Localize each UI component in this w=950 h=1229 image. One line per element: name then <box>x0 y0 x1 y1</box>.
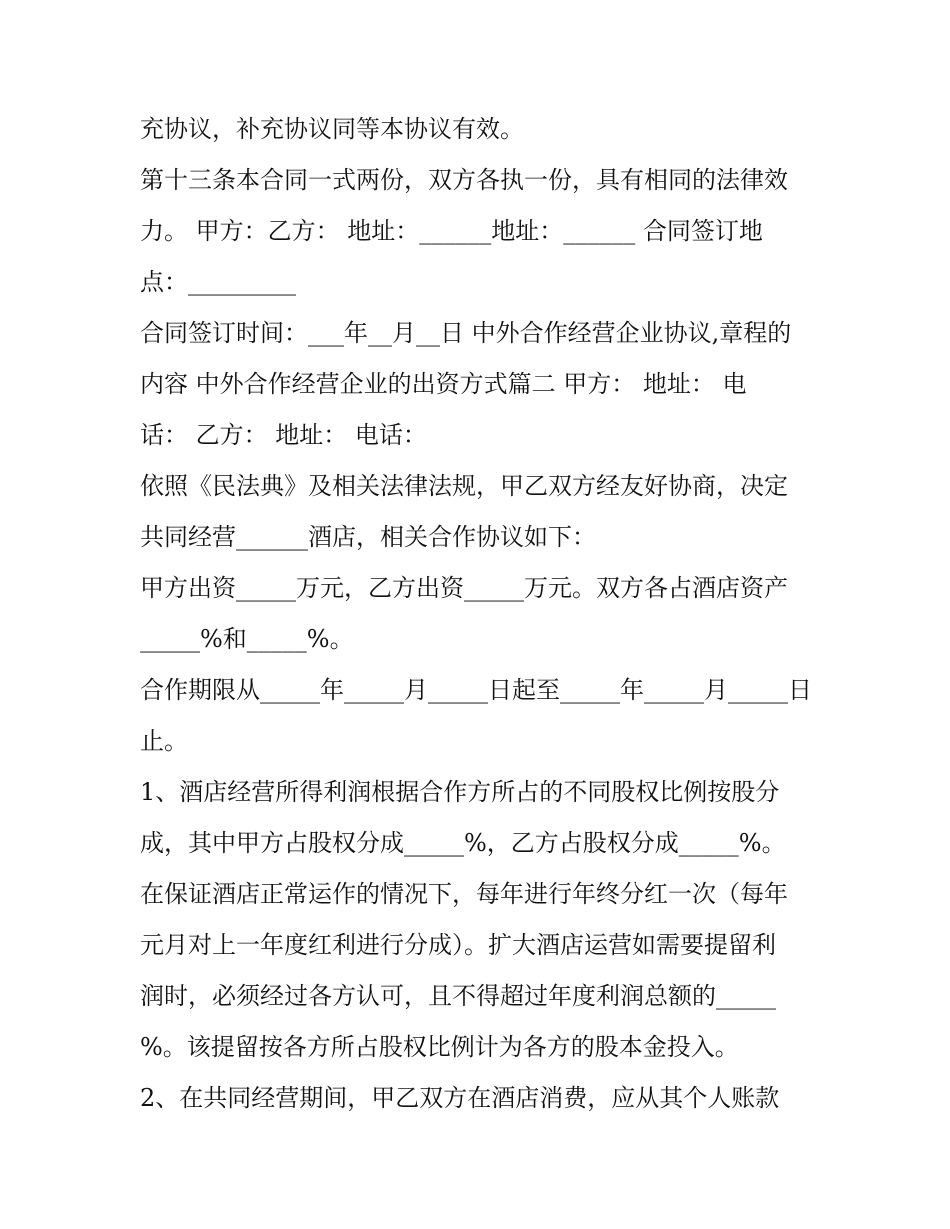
text-line: 合同签订时间：___年__月__日 中外合作经营企业协议,章程的 <box>140 319 792 347</box>
text-line: 1、酒店经营所得利润根据合作方所占的不同股权比例按股分 <box>140 778 780 806</box>
text-line: 在保证酒店正常运作的情况下，每年进行年终分红一次（每年 <box>140 880 788 908</box>
text-line: 合作期限从_____年_____月_____日起至_____年_____月_____日 <box>140 676 812 704</box>
text-line: 甲方出资_____万元，乙方出资_____万元。双方各占酒店资产 <box>140 574 788 602</box>
text-line: 成，其中甲方占股权分成_____%，乙方占股权分成_____%。 <box>140 829 786 857</box>
text-line: 依照《民法典》及相关法律法规，甲乙双方经友好协商，决定 <box>140 472 788 500</box>
text-line: %。该提留按各方所占股权比例计为各方的股本金投入。 <box>140 1033 739 1061</box>
text-line: _____%和_____%。 <box>140 625 354 653</box>
document-body <box>140 104 820 1124</box>
text-line: 第十三条本合同一式两份，双方各执一份，具有相同的法律效 <box>140 166 788 194</box>
text-line: 点：_________ <box>140 268 296 296</box>
text-line: 止。 <box>140 727 188 755</box>
text-line: 2、在共同经营期间，甲乙双方在酒店消费，应从其个人账款 <box>140 1084 780 1112</box>
text-line: 力。 甲方：乙方： 地址：______地址：______ 合同签订地 <box>140 217 763 245</box>
text-line: 内容 中外合作经营企业的出资方式篇二 甲方： 地址： 电 <box>140 370 747 398</box>
text-line: 润时，必须经过各方认可，且不得超过年度利润总额的_____ <box>140 982 776 1010</box>
text-line: 共同经营______酒店，相关合作协议如下： <box>140 523 596 551</box>
text-line: 充协议，补充协议同等本协议有效。 <box>140 115 524 143</box>
text-line: 话： 乙方： 地址： 电话： <box>140 421 427 449</box>
text-line: 元月对上一年度红利进行分成）。扩大酒店运营如需要提留利 <box>140 931 776 959</box>
